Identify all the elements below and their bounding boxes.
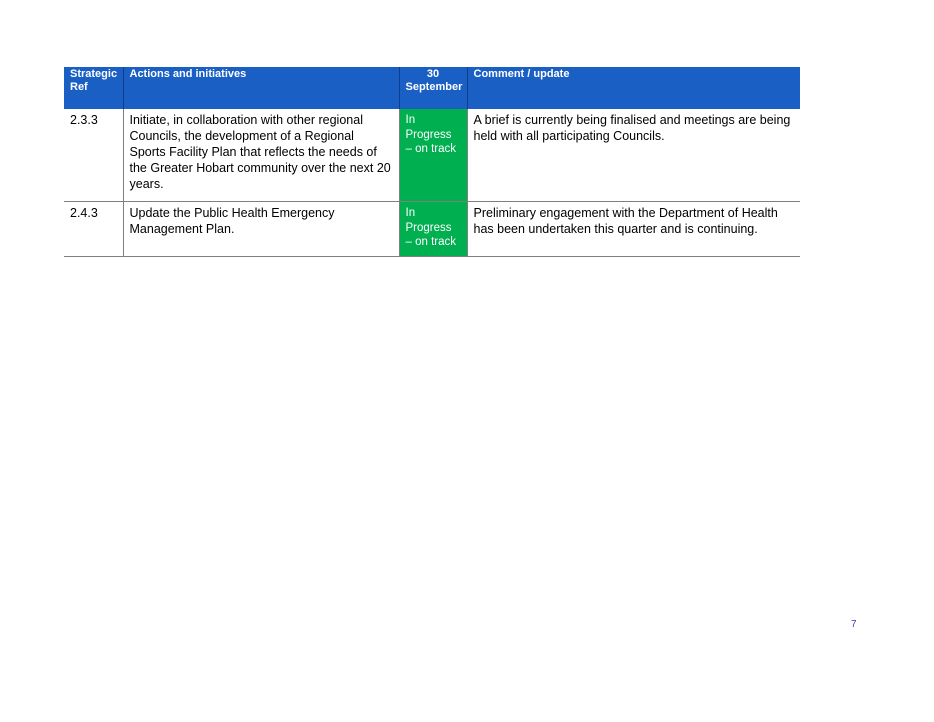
header-strategic-ref: Strategic Ref bbox=[64, 67, 123, 109]
row-action: Update the Public Health Emergency Management Plan. bbox=[123, 202, 399, 257]
page-number: 7 bbox=[851, 619, 857, 630]
row-status-badge: In Progress – on track bbox=[399, 109, 467, 202]
header-status-date: 30 September bbox=[399, 67, 467, 109]
table-header-row bbox=[64, 67, 800, 109]
progress-report-table bbox=[64, 67, 800, 257]
row-action: Initiate, in collaboration with other regional Councils, the development of a Regional Sports Facility Plan that reflects the needs of the Greater Hobart community over the next 20 years. bbox=[123, 109, 399, 202]
header-comment-update: Comment / update bbox=[467, 67, 800, 109]
row-comment: A brief is currently being finalised and meetings are being held with all participating Councils. bbox=[467, 109, 800, 202]
table-row bbox=[64, 109, 800, 202]
row-strategic-ref: 2.3.3 bbox=[64, 109, 123, 202]
table-row bbox=[64, 202, 800, 257]
row-comment: Preliminary engagement with the Department of Health has been undertaken this quarter and is continuing. bbox=[467, 202, 800, 257]
header-actions-initiatives: Actions and initiatives bbox=[123, 67, 399, 109]
row-status-badge: In Progress – on track bbox=[399, 202, 467, 257]
row-strategic-ref: 2.4.3 bbox=[64, 202, 123, 257]
